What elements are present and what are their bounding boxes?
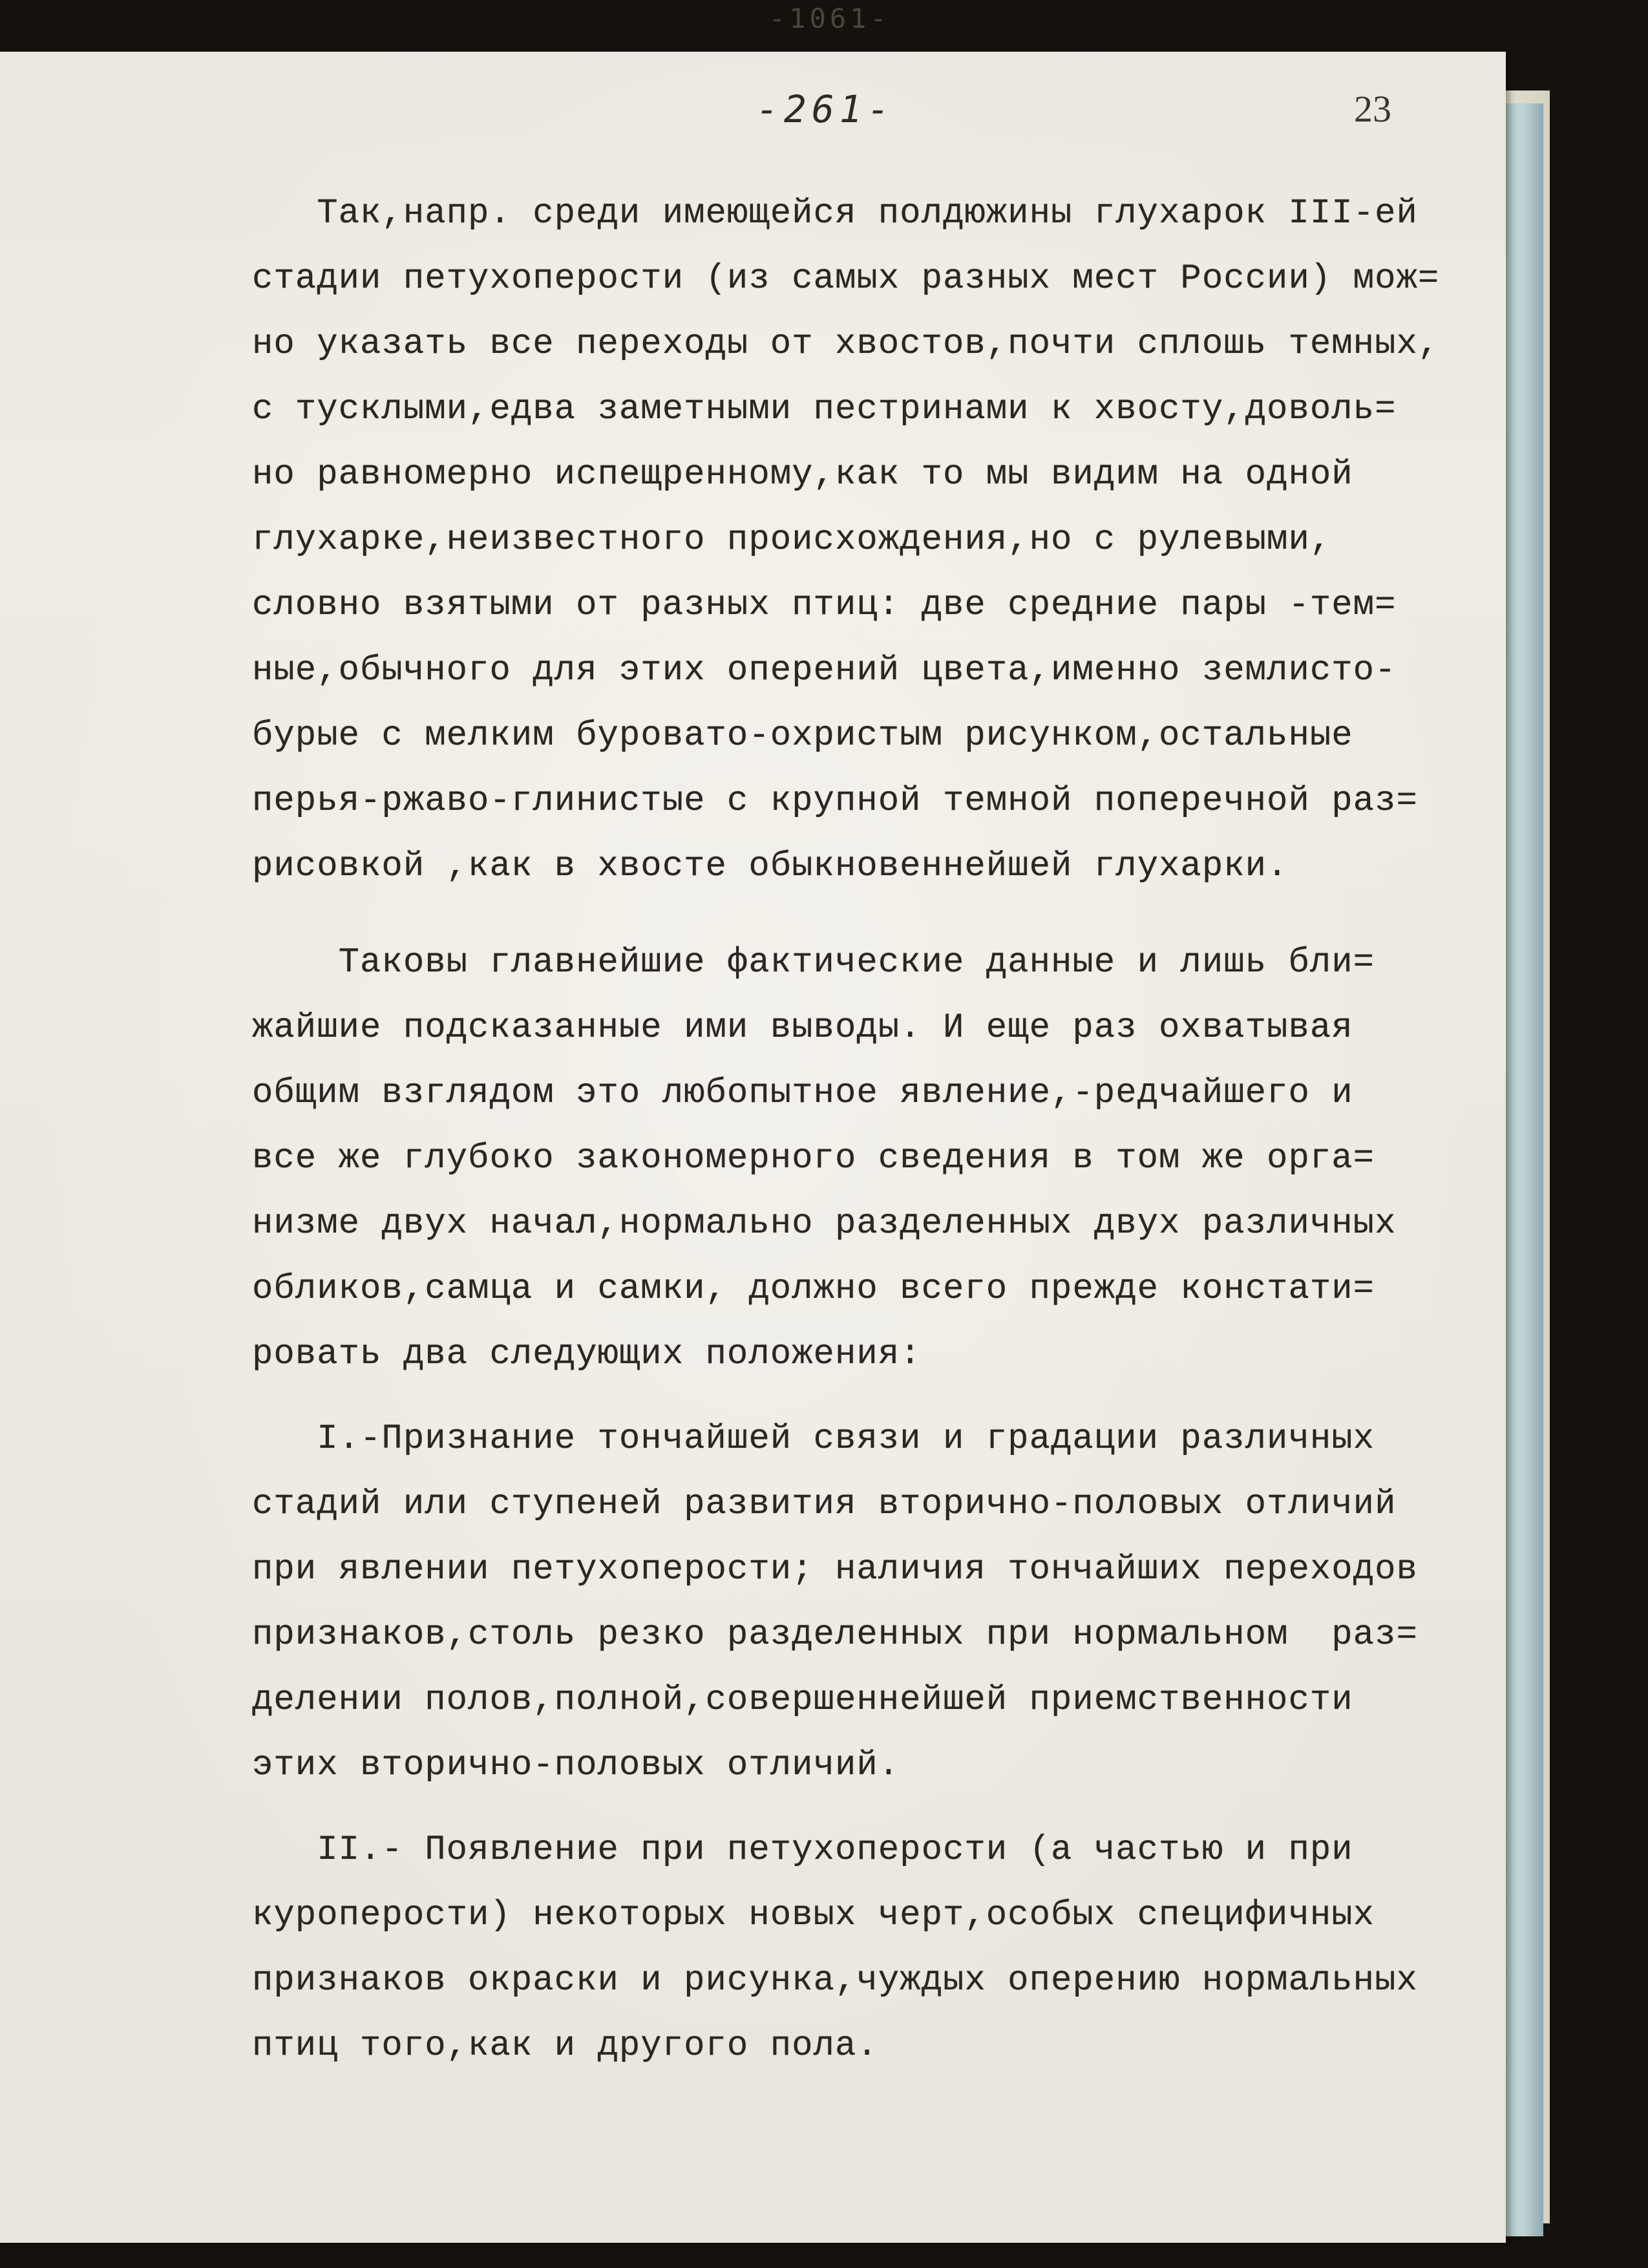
text-line: с тусклыми,едва заметными пестринами к хвосту,доволь= xyxy=(252,390,1397,429)
text-line: птиц того,как и другого пола. xyxy=(252,2026,878,2066)
text-line: но равномерно испещренному,как то мы видим на одной xyxy=(252,455,1353,494)
paragraph-4 xyxy=(252,1818,1480,2079)
text-line: ровать два следующих положения: xyxy=(252,1335,922,1374)
paragraph-1 xyxy=(252,181,1480,899)
text-line: этих вторично-половых отличий. xyxy=(252,1746,900,1785)
text-line: делении полов,полной,совершеннейшей приемственности xyxy=(252,1680,1353,1720)
text-line: бурые с мелким буровато-охристым рисунком,остальные xyxy=(252,716,1353,756)
text-line: стадии петухоперости (из самых разных мест России) мож= xyxy=(252,259,1440,299)
text-line: ные,обычного для этих оперений цвета,именно землисто- xyxy=(252,651,1397,690)
page-header-number: -261- xyxy=(756,87,895,131)
text-line: куроперости) некоторых новых черт,особых специфичных xyxy=(252,1896,1375,1935)
paragraph-spacer xyxy=(252,899,1480,930)
text-line: стадий или ступеней развития вторично-половых отличий xyxy=(252,1485,1397,1524)
text-line: Так,напр. среди имеющейся полдюжины глухарок III-ей xyxy=(252,194,1418,233)
text-line: жайшие подсказанные ими выводы. И еще раз охватывая xyxy=(252,1008,1353,1048)
text-line: признаков окраски и рисунка,чуждых оперению нормальных xyxy=(252,1961,1418,2000)
text-line: обликов,самца и самки, должно всего прежде констати= xyxy=(252,1269,1375,1309)
text-line: общим взглядом это любопытное явление,-редчайшего и xyxy=(252,1074,1353,1113)
text-line: но указать все переходы от хвостов,почти сплошь темных, xyxy=(252,324,1440,364)
text-line: все же глубоко закономерного сведения в том же орга= xyxy=(252,1139,1375,1178)
text-line: Таковы главнейшие фактические данные и лишь бли= xyxy=(252,943,1375,982)
text-line: рисовкой ,как в хвосте обыкновеннейшей глухарки. xyxy=(252,847,1289,886)
archive-page-number: 23 xyxy=(1354,88,1391,130)
body-text xyxy=(252,181,1480,2079)
paragraph-spacer xyxy=(252,1798,1480,1818)
top-edge-mark: -1061- xyxy=(769,3,891,34)
text-line: глухарке,неизвестного происхождения,но с рулевыми, xyxy=(252,520,1332,560)
text-line: I.-Признание тончайшей связи и градации различных xyxy=(252,1419,1375,1459)
text-line: перья-ржаво-глинистые с крупной темной поперечной раз= xyxy=(252,781,1418,821)
text-line: II.- Появление при петухоперости (а частью и при xyxy=(252,1830,1353,1870)
text-line: низме двух начал,нормально разделенных двух различных xyxy=(252,1204,1397,1244)
paragraph-2 xyxy=(252,930,1480,1387)
text-line: признаков,столь резко разделенных при нормальном раз= xyxy=(252,1615,1418,1655)
text-line: при явлении петухоперости; наличия тончайших переходов xyxy=(252,1550,1418,1589)
document-page xyxy=(0,52,1506,2243)
paragraph-3 xyxy=(252,1406,1480,1798)
text-line: словно взятыми от разных птиц: две средние пары -тем= xyxy=(252,586,1397,625)
paragraph-spacer xyxy=(252,1387,1480,1406)
